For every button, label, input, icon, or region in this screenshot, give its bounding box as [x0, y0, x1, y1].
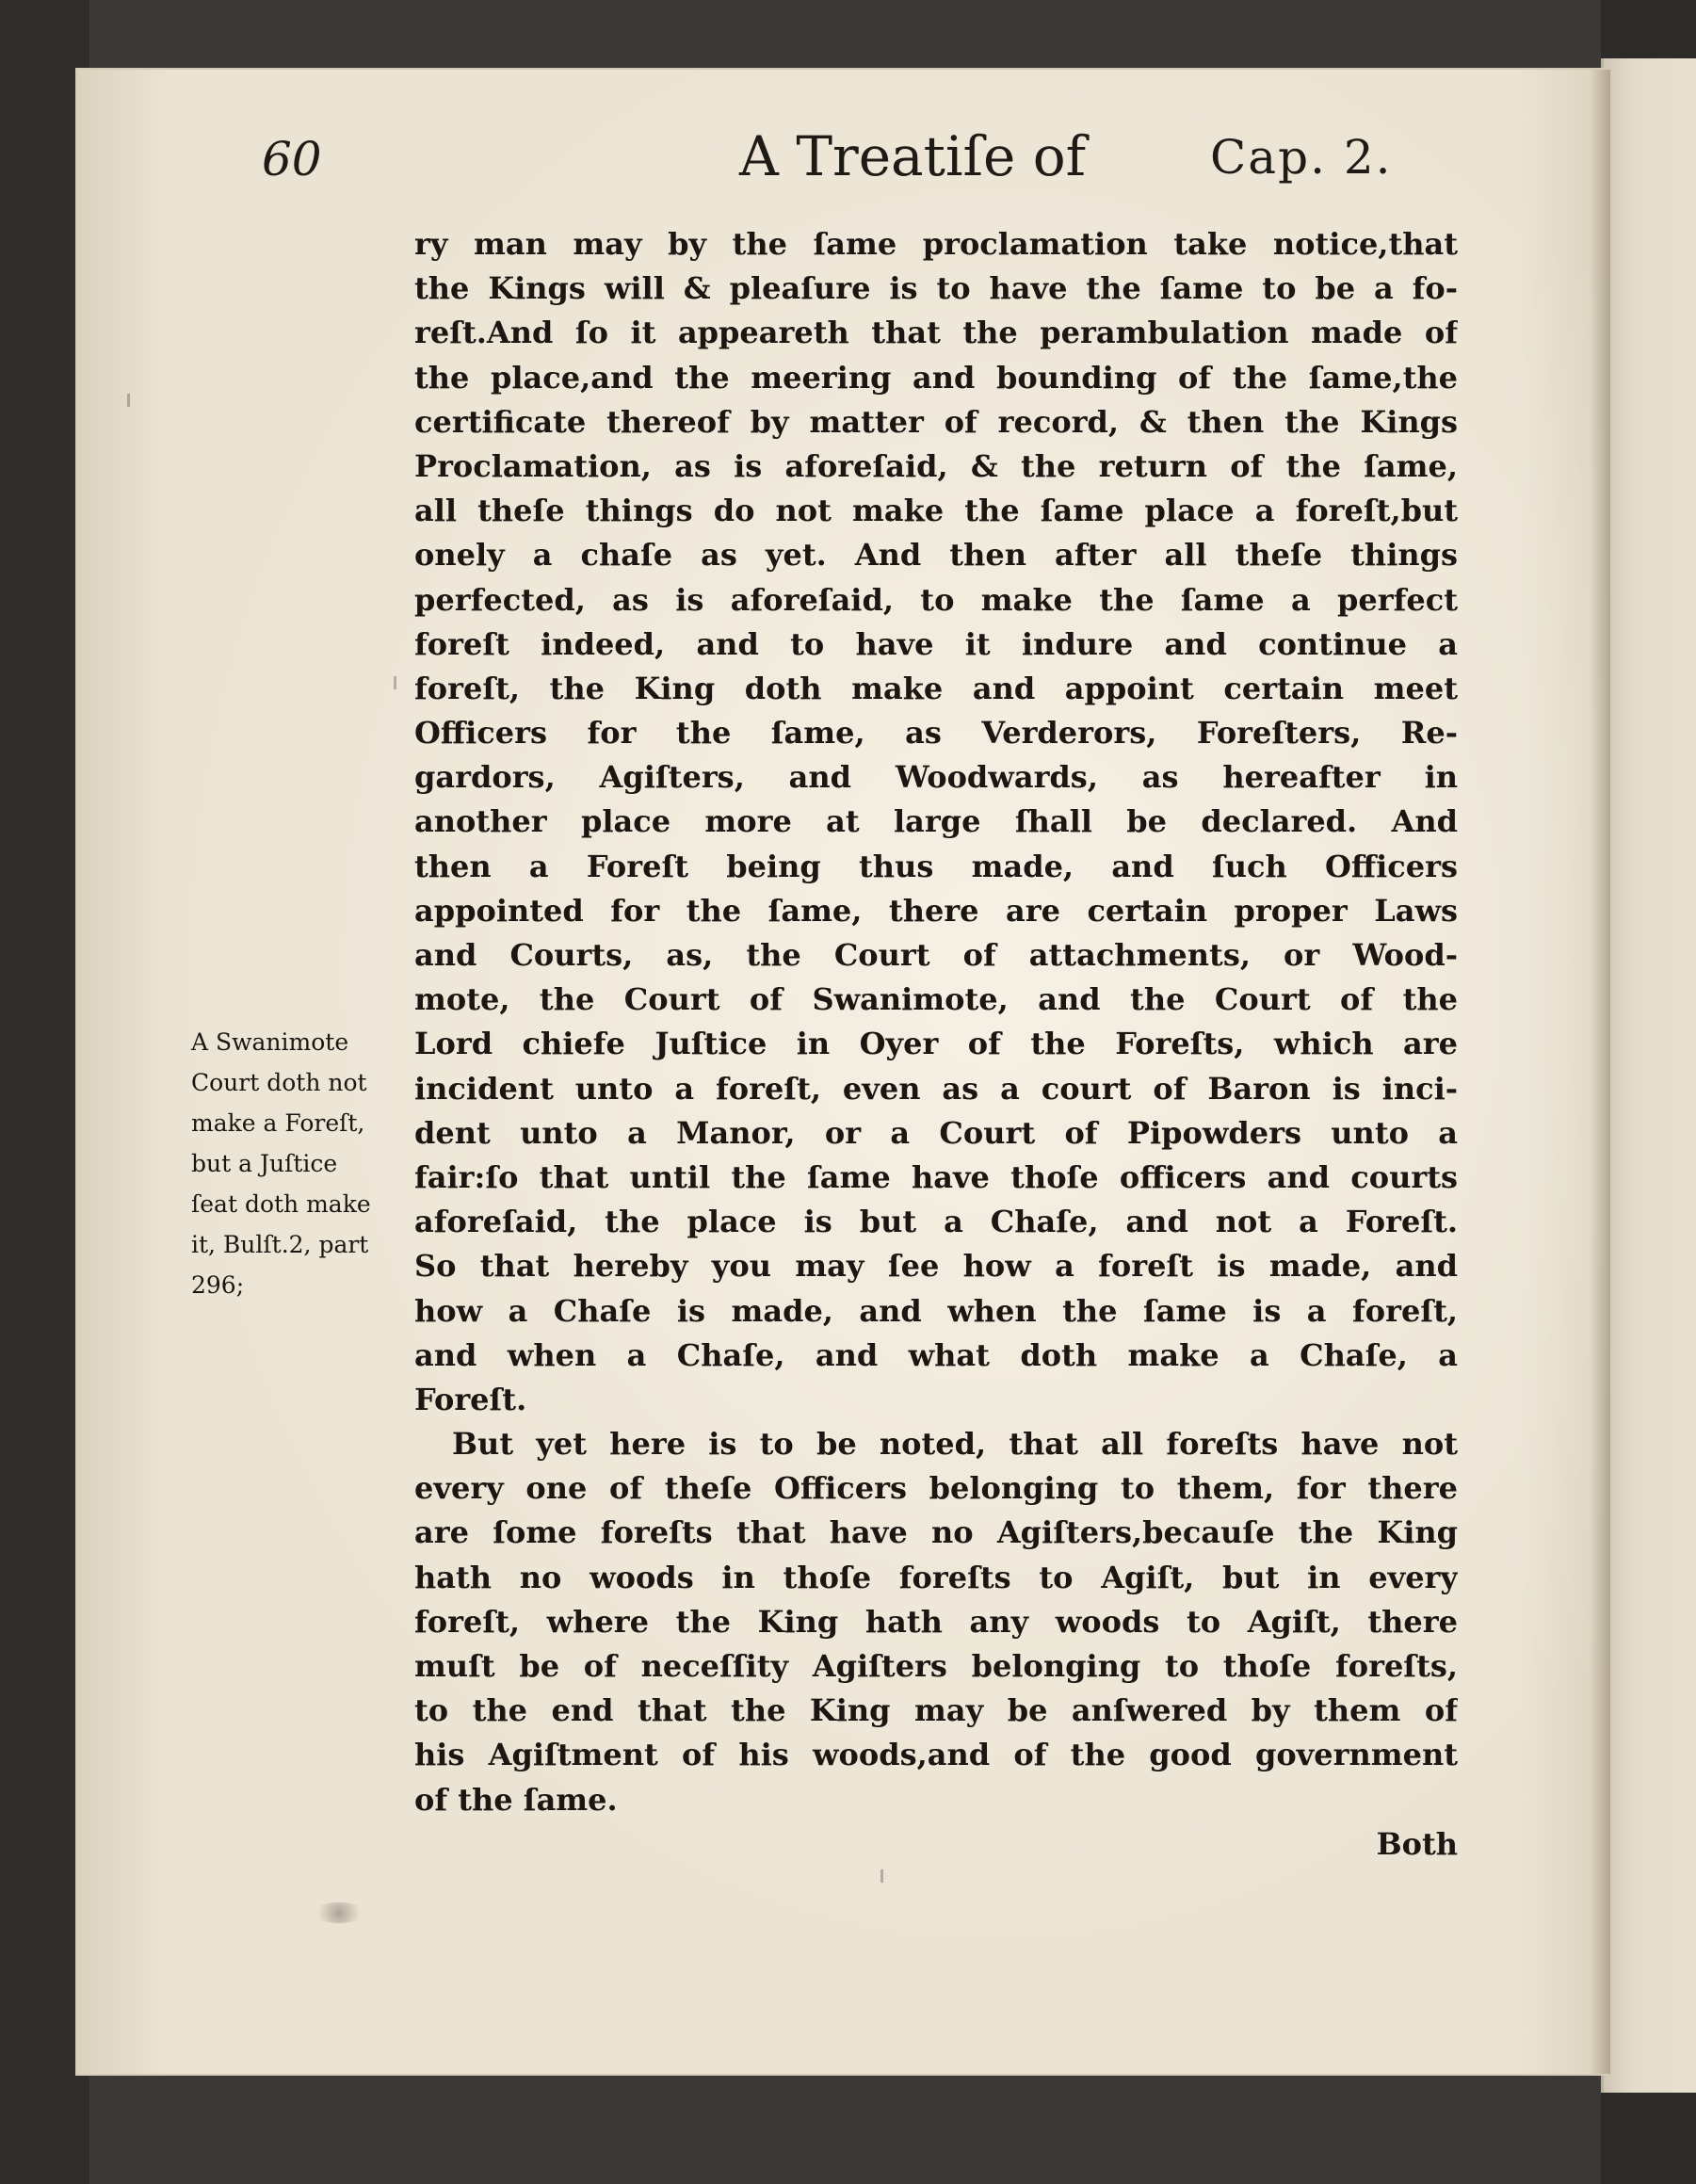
catchword: Both — [1376, 1825, 1458, 1862]
text-line: and Courts, as, the Court of attachments, or Wood- — [414, 937, 1458, 973]
text-line: incident unto a foreſt, even as a court of Baron is inci- — [414, 1070, 1458, 1107]
text-line: mote, the Court of Swanimote, and the Court of the — [414, 981, 1458, 1018]
paper-mark — [880, 1869, 883, 1883]
text-line: are ſome foreſts that have no Agiſters,becauſe the King — [414, 1514, 1458, 1551]
page-number: 60 — [262, 132, 322, 186]
marginal-note-line: but a Juſtice — [191, 1150, 338, 1177]
text-line: appointed for the ſame, there are certain proper Laws — [414, 892, 1458, 929]
marginal-note-line: A Swanimote — [191, 1028, 349, 1056]
text-line: foreſt, where the King hath any woods to Agiſt, there — [414, 1603, 1458, 1640]
marginal-note-line: 296; — [191, 1271, 245, 1299]
text-line: to the end that the King may be anſwered by them of — [414, 1692, 1458, 1729]
text-line: muſt be of neceſſity Agiſters belonging to thoſe foreſts, — [414, 1648, 1458, 1684]
facing-page-edge — [1601, 58, 1696, 2093]
ink-smudge — [311, 1902, 367, 1923]
text-line: foreſt indeed, and to have it indure and continue a — [414, 625, 1458, 662]
text-line: every one of theſe Officers belonging to them, for there — [414, 1470, 1458, 1507]
text-line: of the ſame. — [414, 1781, 618, 1818]
text-line: certificate thereof by matter of record, & then the Kings — [414, 403, 1458, 440]
text-line: the place,and the meering and bounding of the ſame,the — [414, 359, 1458, 396]
text-line: But yet here is to be noted, that all foreſts have not — [452, 1426, 1458, 1463]
page-gutter-shadow — [1590, 70, 1610, 2074]
text-line: onely a chaſe as yet. And then after all theſe things — [414, 537, 1458, 574]
text-line: foreſt, the King doth make and appoint certain meet — [414, 670, 1458, 706]
text-line: another place more at large ſhall be declared. And — [414, 803, 1458, 840]
marginal-note-line: Court doth not — [191, 1069, 367, 1096]
text-line: perfected, as is aforeſaid, to make the ſame a perfect — [414, 581, 1458, 618]
text-line: Proclamation, as is aforeſaid, & the return of the ſame, — [414, 447, 1458, 484]
text-line: hath no woods in thoſe foreſts to Agiſt, but in every — [414, 1559, 1458, 1595]
marginal-note-line: it, Bulſt.2, part — [191, 1231, 369, 1258]
scan-background-left — [0, 0, 89, 2184]
text-line: fair:ſo that until the ſame have thoſe officers and courts — [414, 1158, 1458, 1195]
marginal-note — [191, 1022, 389, 1305]
marginal-note-line: ſeat doth make — [191, 1190, 371, 1218]
text-line: Foreſt. — [414, 1381, 527, 1417]
text-line: how a Chaſe is made, and when the ſame is a foreſt, — [414, 1292, 1458, 1329]
text-line: the Kings will & pleaſure is to have the ſame to be a fo- — [414, 270, 1458, 307]
chapter-label: Cap. 2. — [1210, 130, 1393, 185]
body-text — [414, 222, 1458, 1867]
text-line: Lord chiefe Juſtice in Oyer of the Foreſts, which are — [414, 1026, 1458, 1062]
text-line: reſt.And ſo it appeareth that the perambulation made of — [414, 315, 1458, 351]
text-line: Officers for the ſame, as Verderors, Foreſters, Re- — [414, 715, 1458, 752]
text-line: gardors, Agiſters, and Woodwards, as hereafter in — [414, 759, 1458, 796]
text-line: So that hereby you may ſee how a foreſt is made, and — [414, 1248, 1458, 1285]
text-line: dent unto a Manor, or a Court of Pipowders unto a — [414, 1114, 1458, 1151]
paper-mark — [127, 394, 130, 407]
text-line: all theſe things do not make the ſame place a foreſt,but — [414, 493, 1458, 529]
text-line: his Agiſtment of his woods,and of the good government — [414, 1737, 1458, 1773]
text-line: aforeſaid, the place is but a Chaſe, and not a Foreſt. — [414, 1204, 1458, 1240]
marginal-note-line: make a Foreſt, — [191, 1109, 365, 1137]
text-line: ry man may by the ſame proclamation take notice,that — [414, 226, 1458, 262]
text-line: and when a Chaſe, and what doth make a Chaſe, a — [414, 1336, 1458, 1373]
paper-mark — [394, 676, 396, 689]
text-line: then a Foreſt being thus made, and ſuch Officers — [414, 848, 1458, 884]
running-title: A Treatiſe of — [739, 124, 1087, 188]
